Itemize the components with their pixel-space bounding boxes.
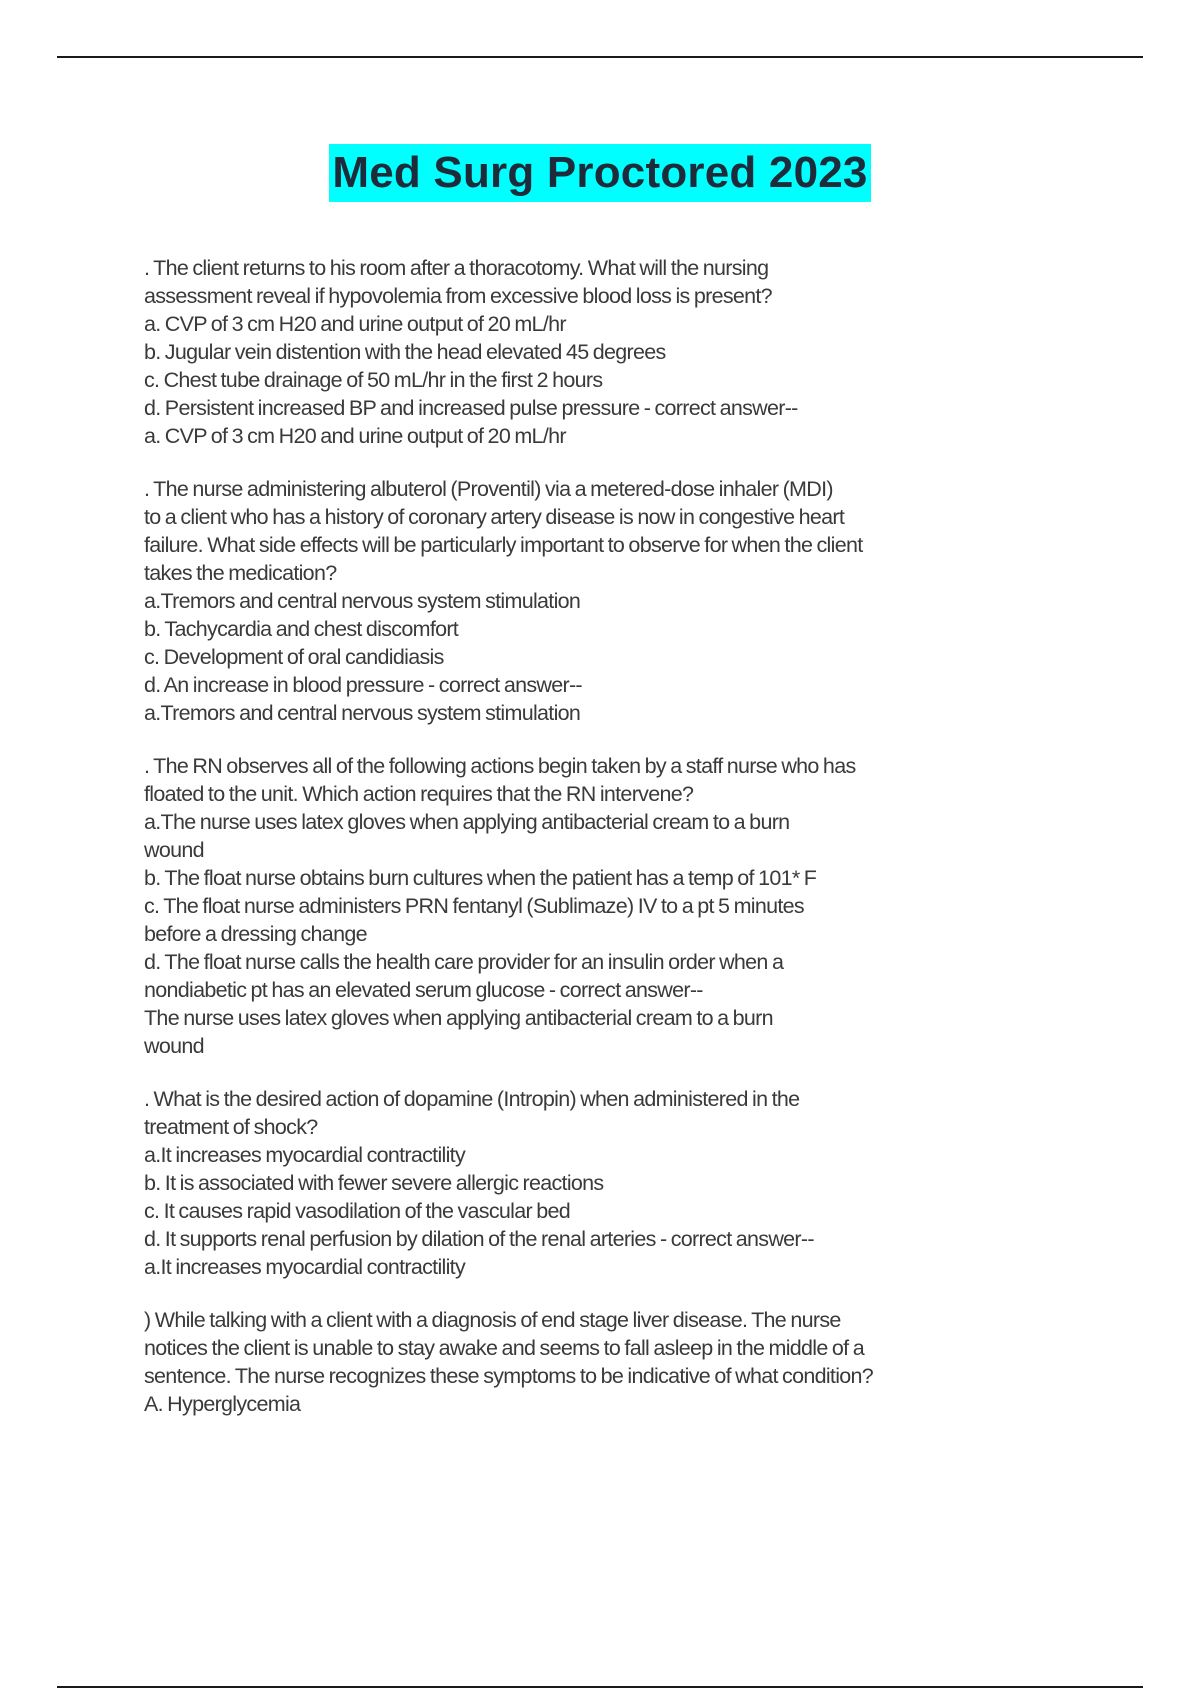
question-4-answer: a.It increases myocardial contractility (144, 1255, 465, 1279)
question-1-option-d: d. Persistent increased BP and increased pulse pressure - correct answer-- (144, 396, 798, 420)
question-4-line: . What is the desired action of dopamine (Intropin) when administered in the (144, 1087, 800, 1111)
question-block-4 (144, 1085, 1044, 1281)
question-2-line: . The nurse administering albuterol (Proventil) via a metered-dose inhaler (MDI) (144, 477, 833, 501)
question-1-line: assessment reveal if hypovolemia from excessive blood loss is present? (144, 284, 772, 308)
question-4-option-d: d. It supports renal perfusion by dilation of the renal arteries - correct answer-- (144, 1227, 814, 1251)
question-2-option-d: d. An increase in blood pressure - correct answer-- (144, 673, 582, 697)
bottom-rule (57, 1686, 1143, 1688)
question-2-option-b: b. Tachycardia and chest discomfort (144, 617, 459, 641)
question-3-option-c: c. The float nurse administers PRN fentanyl (Sublimaze) IV to a pt 5 minutes (144, 894, 804, 918)
question-2-option-c: c. Development of oral candidiasis (144, 645, 444, 669)
question-2-option-a: a.Tremors and central nervous system stimulation (144, 589, 581, 613)
question-1-answer: a. CVP of 3 cm H20 and urine output of 20 mL/hr (144, 424, 566, 448)
question-4-option-c: c. It causes rapid vasodilation of the vascular bed (144, 1199, 570, 1223)
question-2-line: takes the medication? (144, 561, 337, 585)
question-block-2 (144, 475, 1044, 727)
question-3-option-c-cont: before a dressing change (144, 922, 367, 946)
question-1-option-b: b. Jugular vein distention with the head elevated 45 degrees (144, 340, 666, 364)
question-1-option-c: c. Chest tube drainage of 50 mL/hr in the first 2 hours (144, 368, 603, 392)
question-1-option-a: a. CVP of 3 cm H20 and urine output of 20 mL/hr (144, 312, 566, 336)
question-3-line: floated to the unit. Which action requires that the RN intervene? (144, 782, 694, 806)
question-1-line: . The client returns to his room after a thoracotomy. What will the nursing (144, 256, 769, 280)
question-3-option-b: b. The float nurse obtains burn cultures when the patient has a temp of 101* F (144, 866, 817, 890)
question-5-line: sentence. The nurse recognizes these symptoms to be indicative of what condition? (144, 1364, 874, 1388)
question-2-line: failure. What side effects will be particularly important to observe for when the client (144, 533, 863, 557)
question-5-line: ) While talking with a client with a diagnosis of end stage liver disease. The nurse (144, 1308, 841, 1332)
question-5-option-a: A. Hyperglycemia (144, 1392, 301, 1416)
question-4-option-a: a.It increases myocardial contractility (144, 1143, 465, 1167)
question-3-answer-cont: wound (144, 1034, 204, 1058)
question-3-option-a-cont: wound (144, 838, 204, 862)
question-3-option-d-cont: nondiabetic pt has an elevated serum glucose - correct answer-- (144, 978, 703, 1002)
question-2-line: to a client who has a history of coronary artery disease is now in congestive heart (144, 505, 845, 529)
title-wrap (0, 144, 1200, 202)
question-3-option-a: a.The nurse uses latex gloves when applying antibacterial cream to a burn (144, 810, 790, 834)
page-title: Med Surg Proctored 2023 (329, 144, 870, 202)
question-5-line: notices the client is unable to stay awake and seems to fall asleep in the middle of a (144, 1336, 864, 1360)
question-2-answer: a.Tremors and central nervous system stimulation (144, 701, 581, 725)
question-block-1 (144, 254, 1044, 450)
top-rule (57, 56, 1143, 58)
question-4-option-b: b. It is associated with fewer severe allergic reactions (144, 1171, 604, 1195)
question-4-line: treatment of shock? (144, 1115, 318, 1139)
question-block-5 (144, 1306, 1044, 1418)
question-3-option-d: d. The float nurse calls the health care provider for an insulin order when a (144, 950, 784, 974)
question-3-answer: The nurse uses latex gloves when applying antibacterial cream to a burn (144, 1006, 773, 1030)
questions-content (144, 254, 1044, 1443)
question-3-line: . The RN observes all of the following actions begin taken by a staff nurse who has (144, 754, 856, 778)
question-block-3 (144, 752, 1044, 1060)
